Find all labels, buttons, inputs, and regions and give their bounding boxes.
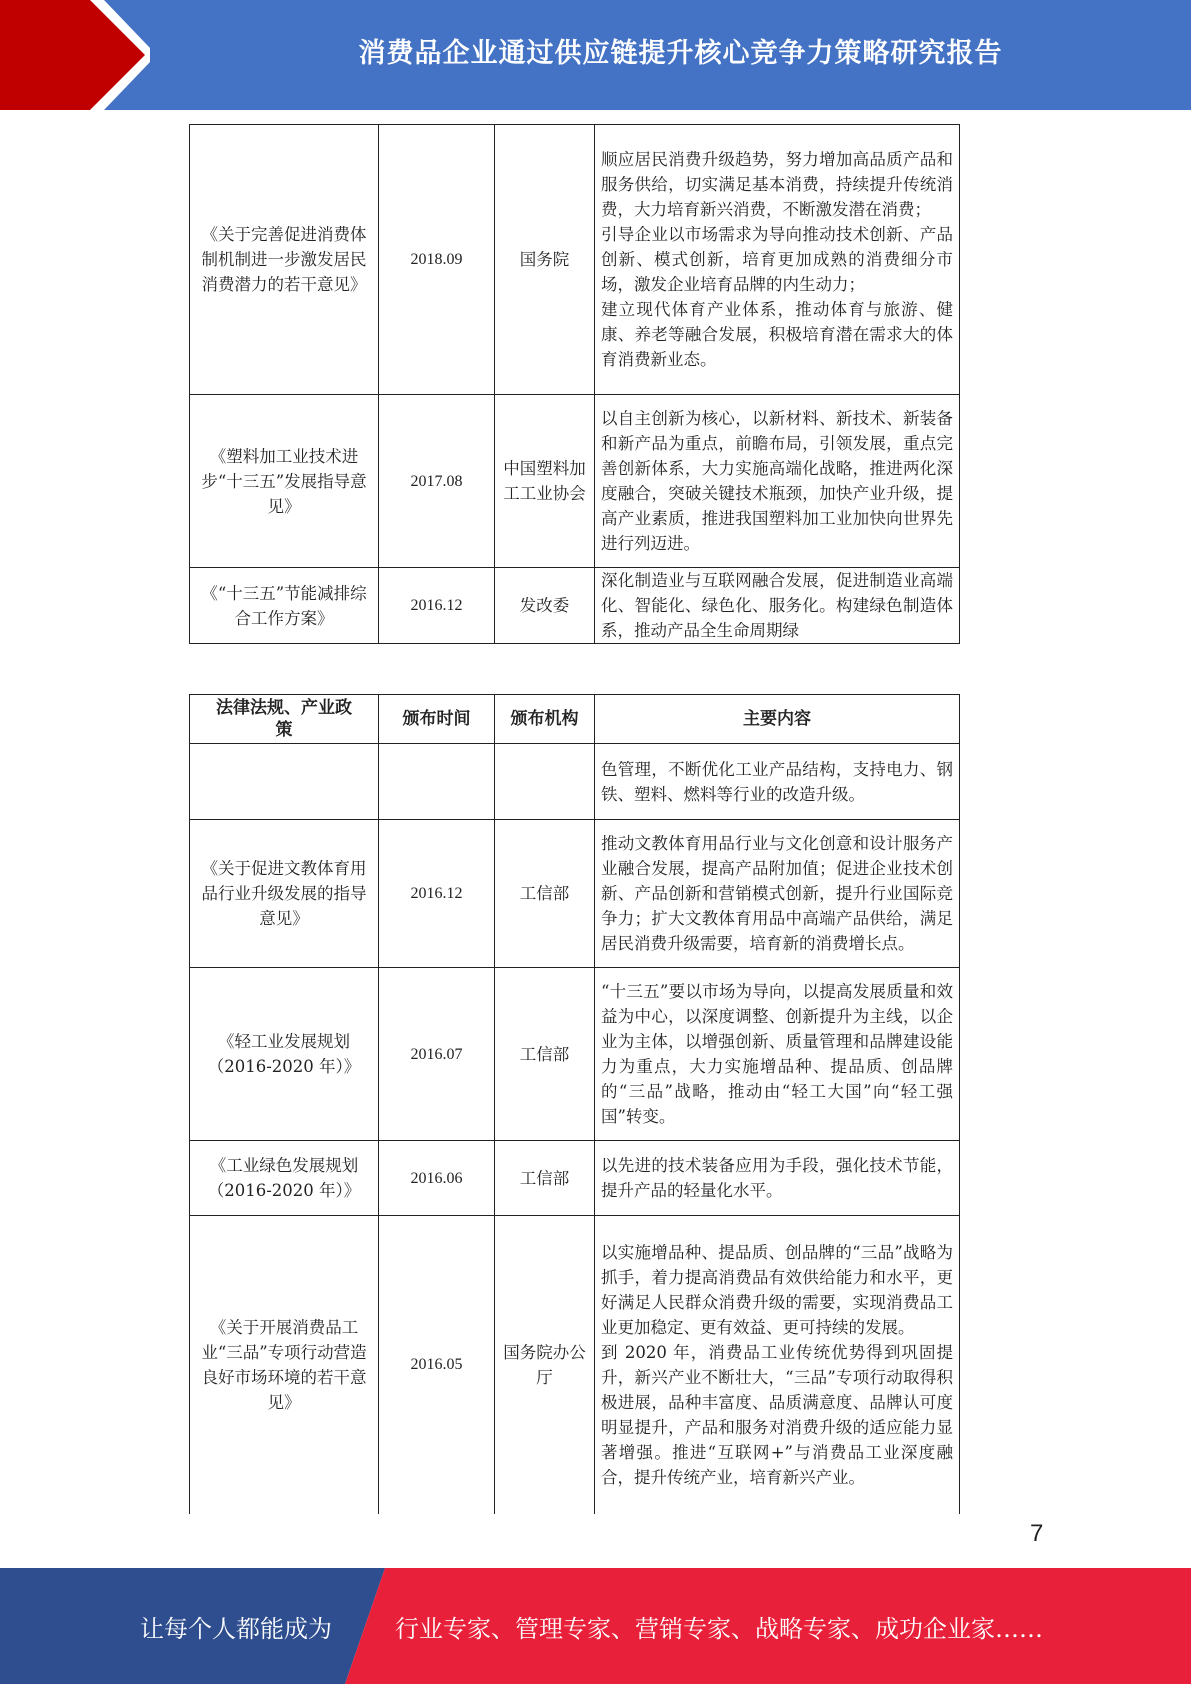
table-row xyxy=(190,1141,960,1216)
policy-table-continued xyxy=(189,124,960,644)
column-header-org: 颁布机构 xyxy=(495,695,595,744)
policy-content xyxy=(595,568,960,644)
table-row xyxy=(190,1216,960,1514)
policy-table xyxy=(189,694,960,1514)
policy-name: 《关于促进文教体育用品行业升级发展的指导意见》 xyxy=(190,820,379,968)
policy-org: 发改委 xyxy=(495,568,595,644)
table-row xyxy=(190,568,960,644)
policy-date: 2016.05 xyxy=(379,1216,495,1514)
content-paragraph: 引导企业以市场需求为导向推动技术创新、产品创新、模式创新，培育更加成熟的消费细分市场，激发企业培育品牌的内生动力； xyxy=(601,225,953,294)
footer-slogan-right: 行业专家、管理专家、营销专家、战略专家、成功企业家…… xyxy=(395,1614,1043,1643)
content-paragraph: 色管理，不断优化工业产品结构，支持电力、钢铁、塑料、燃料等行业的改造升级。 xyxy=(601,759,953,804)
content-paragraph: 以自主创新为核心，以新材料、新技术、新装备和新产品为重点，前瞻布局，引领发展，重点完善创新体系，大力实施高端化战略，推进两化深度融合，突破关键技术瓶颈，加快产业升级，提高产业素质，推进我国塑料加工业加快向世界先进行列迈进。 xyxy=(601,409,953,553)
policy-name: 《“十三五”节能减排综合工作方案》 xyxy=(190,568,379,644)
column-header-date: 颁布时间 xyxy=(379,695,495,744)
column-header-content: 主要内容 xyxy=(595,695,960,744)
policy-org: 国务院 xyxy=(495,125,595,395)
column-header-policy: 法律法规、产业政策 xyxy=(190,695,379,744)
policy-org xyxy=(495,744,595,820)
policy-content xyxy=(595,968,960,1141)
content-paragraph: 以实施增品种、提品质、创品牌的“三品”战略为抓手，着力提高消费品有效供给能力和水平，更好满足人民群众消费升级的需要，实现消费品工业更加稳定、更有效益、更可持续的发展。 xyxy=(601,1242,953,1337)
table-row xyxy=(190,395,960,568)
content-paragraph: 到 2020 年，消费品工业传统优势得到巩固提升，新兴产业不断壮大，“三品”专项行动取得积极进展，品种丰富度、品质满意度、品牌认可度明显提升，产品和服务对消费升级的适应能力显著增强。推进“互联网+”与消费品工业深度融合，提升传统产业，培育新兴产业。 xyxy=(601,1342,953,1487)
table-row xyxy=(190,820,960,968)
policy-content xyxy=(595,125,960,395)
content-paragraph: “十三五”要以市场为导向，以提高发展质量和效益为中心，以深度调整、创新提升为主线，以企业为主体，以增强创新、质量管理和品牌建设能力为重点，大力实施增品种、提品质、创品牌的“三品”战略，推动由“轻工大国”向“轻工强国”转变。 xyxy=(601,982,953,1126)
policy-content xyxy=(595,1141,960,1216)
policy-org: 工信部 xyxy=(495,968,595,1141)
policy-content xyxy=(595,395,960,568)
header-red-chevron xyxy=(0,0,150,110)
content-paragraph: 深化制造业与互联网融合发展，促进制造业高端化、智能化、绿色化、服务化。构建绿色制造体系，推动产品全生命周期绿 xyxy=(601,571,953,640)
footer-slogan-left: 让每个人都能成为 xyxy=(140,1614,332,1643)
table-row xyxy=(190,968,960,1141)
page-number: 7 xyxy=(1030,1520,1044,1547)
policy-name: 《塑料加工业技术进步“十三五”发展指导意见》 xyxy=(190,395,379,568)
policy-date: 2016.06 xyxy=(379,1141,495,1216)
policy-name: 《关于开展消费品工业“三品”专项行动营造良好市场环境的若干意见》 xyxy=(190,1216,379,1514)
policy-name: 《工业绿色发展规划（2016-2020 年）》 xyxy=(190,1141,379,1216)
policy-date xyxy=(379,744,495,820)
policy-date: 2016.07 xyxy=(379,968,495,1141)
table-header-row xyxy=(190,695,960,744)
content-paragraph: 以先进的技术装备应用为手段，强化技术节能，提升产品的轻量化水平。 xyxy=(601,1156,953,1200)
policy-date: 2018.09 xyxy=(379,125,495,395)
table-row xyxy=(190,125,960,395)
policy-name: 《轻工业发展规划（2016-2020 年）》 xyxy=(190,968,379,1141)
policy-date: 2016.12 xyxy=(379,568,495,644)
header-banner xyxy=(0,0,1191,110)
policy-content xyxy=(595,744,960,820)
policy-name xyxy=(190,744,379,820)
policy-name: 《关于完善促进消费体制机制进一步激发居民消费潜力的若干意见》 xyxy=(190,125,379,395)
policy-org: 国务院办公厅 xyxy=(495,1216,595,1514)
policy-date: 2016.12 xyxy=(379,820,495,968)
policy-content xyxy=(595,820,960,968)
content-paragraph: 推动文教体育用品行业与文化创意和设计服务产业融合发展，提高产品附加值；促进企业技术创新、产品创新和营销模式创新，提升行业国际竞争力；扩大文教体育用品中高端产品供给，满足居民消费升级需要，培育新的消费增长点。 xyxy=(601,834,953,953)
table-row xyxy=(190,744,960,820)
policy-org: 工信部 xyxy=(495,820,595,968)
report-title: 消费品企业通过供应链提升核心竞争力策略研究报告 xyxy=(358,37,1003,69)
policy-content xyxy=(595,1216,960,1514)
footer-banner xyxy=(0,1568,1191,1684)
policy-date: 2017.08 xyxy=(379,395,495,568)
content-paragraph: 顺应居民消费升级趋势，努力增加高品质产品和服务供给，切实满足基本消费，持续提升传统消费，大力培育新兴消费，不断激发潜在消费； xyxy=(601,150,953,219)
content-paragraph: 建立现代体育产业体系，推动体育与旅游、健康、养老等融合发展，积极培育潜在需求大的体育消费新业态。 xyxy=(601,300,953,369)
policy-org: 中国塑料加工工业协会 xyxy=(495,395,595,568)
policy-org: 工信部 xyxy=(495,1141,595,1216)
